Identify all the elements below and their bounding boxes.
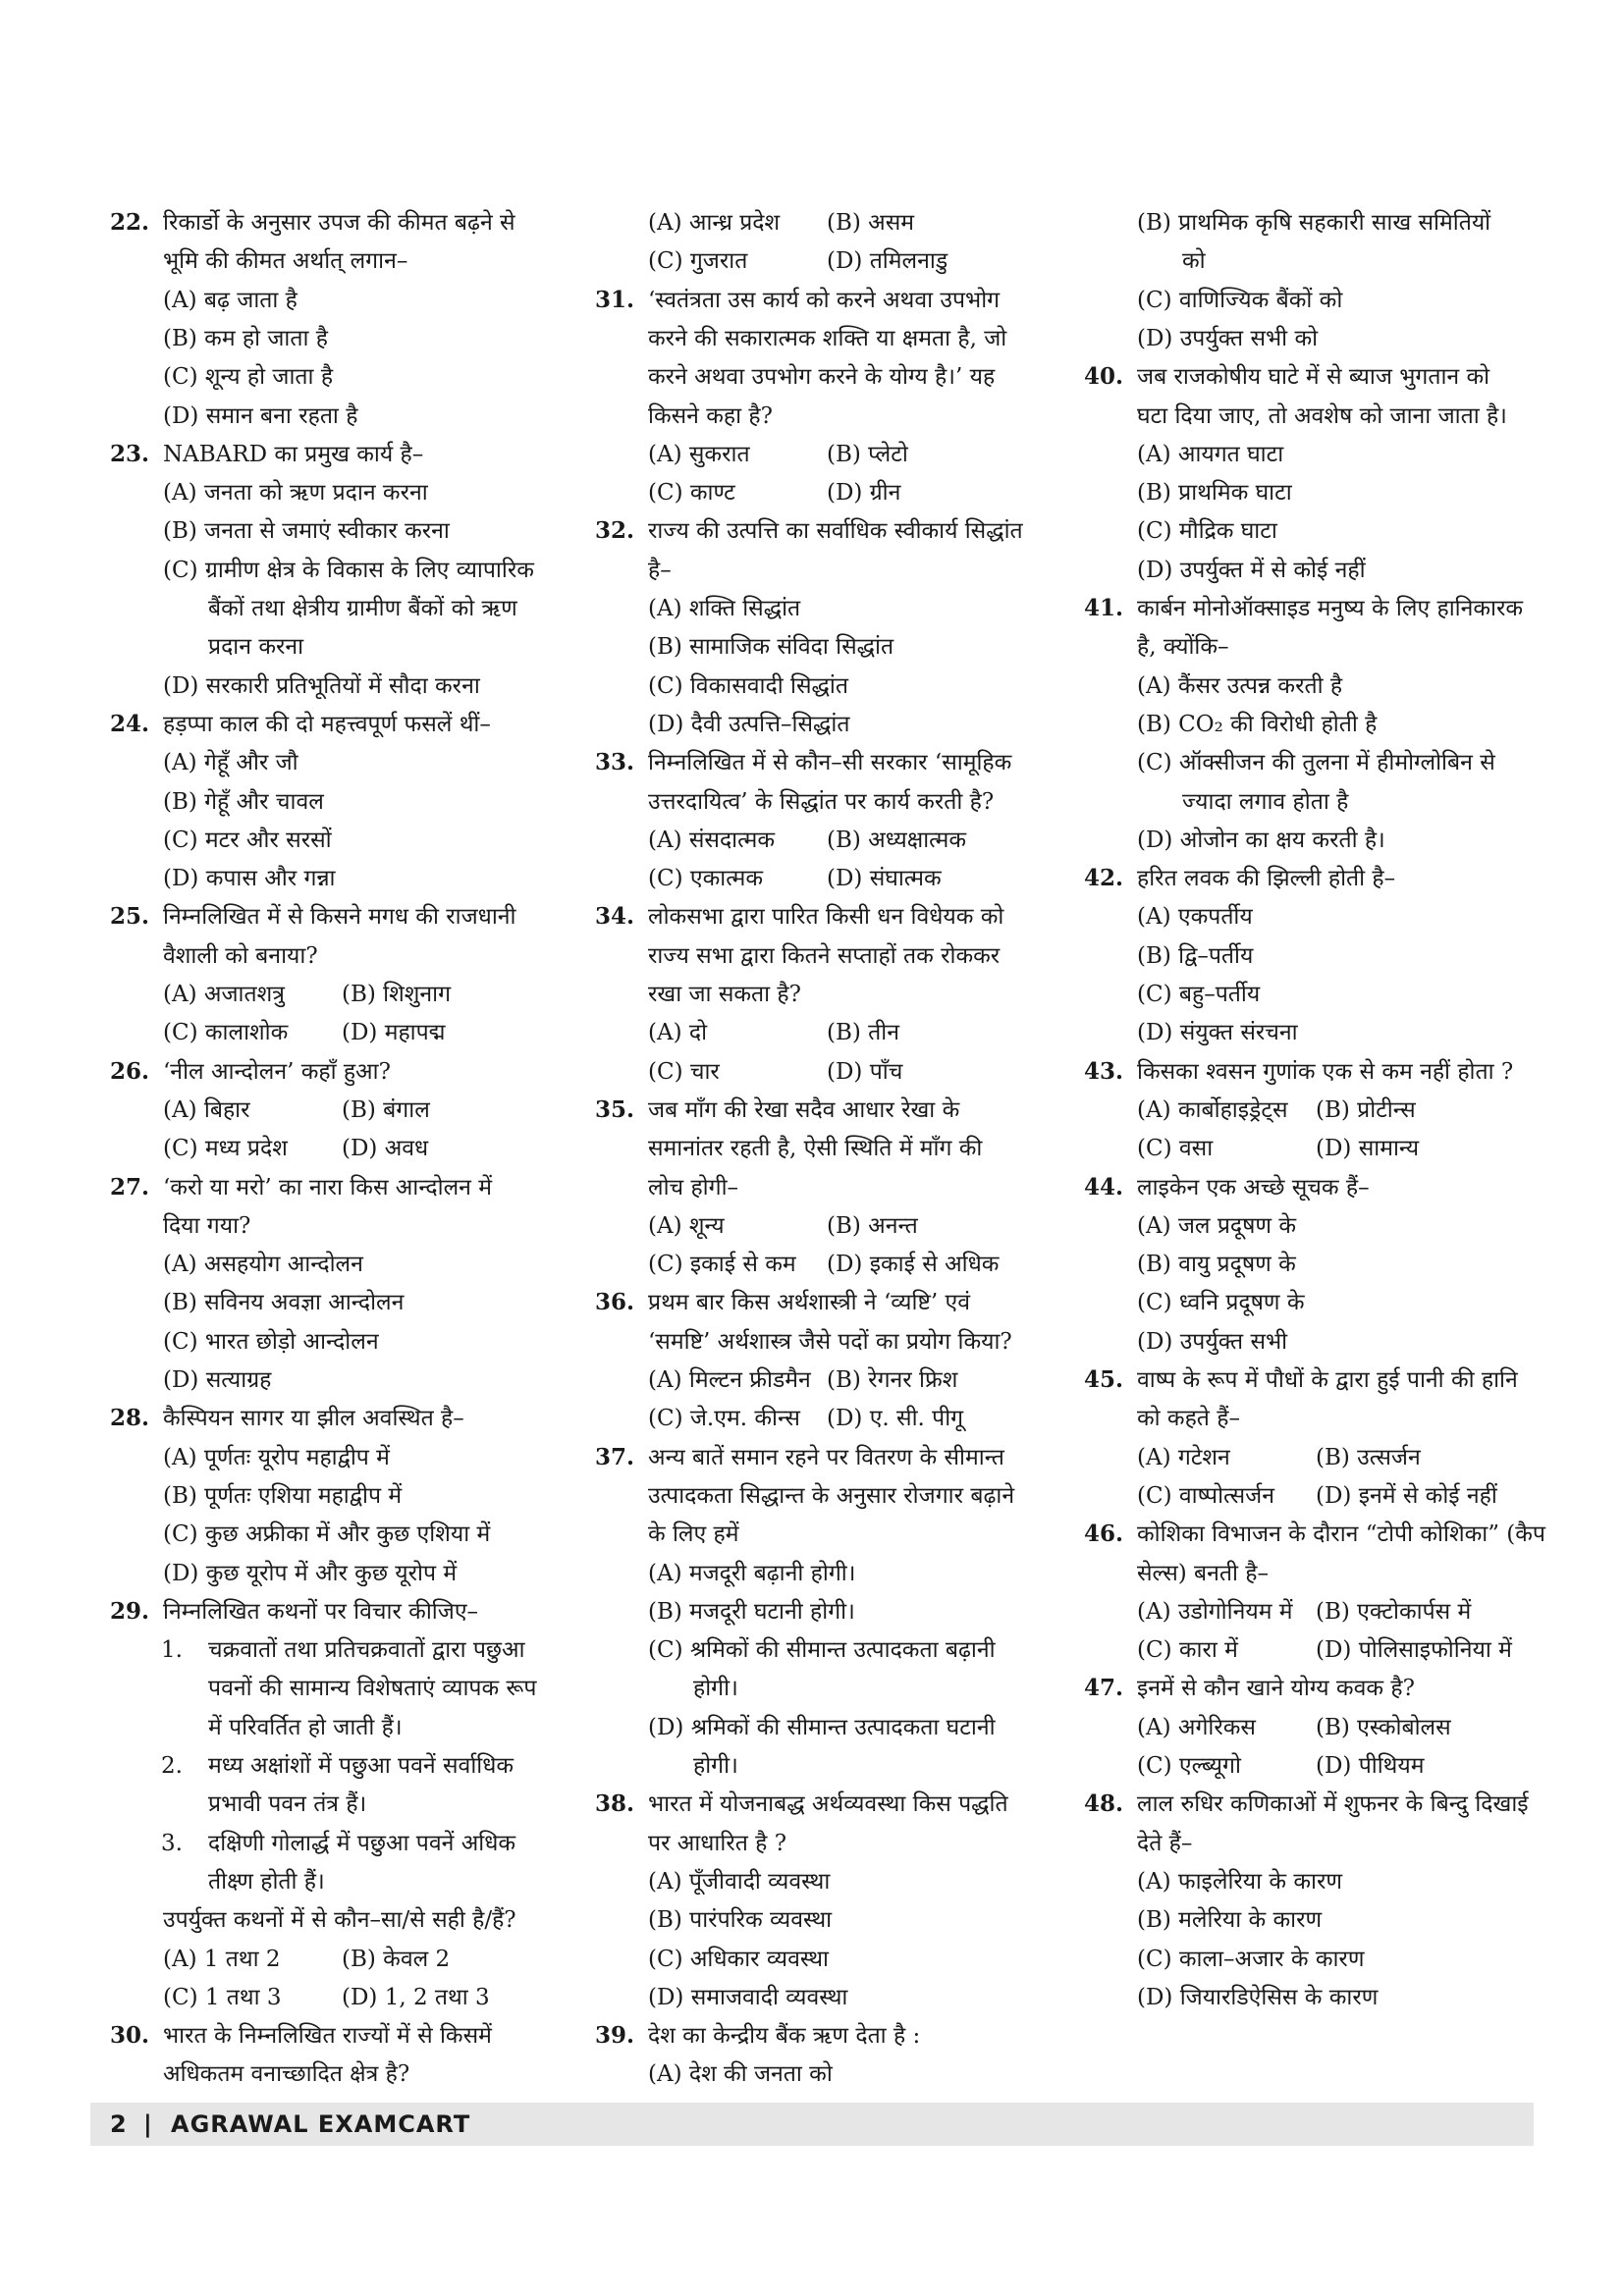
question-number: 28. <box>110 1405 150 1432</box>
option-text: (D) श्रमिकों की सीमान्त उत्पादकता घटानी <box>648 1714 996 1740</box>
option-text: (B) पूर्णतः एशिया महाद्वीप में <box>163 1482 403 1509</box>
option-text: (B) अनन्त <box>827 1212 918 1239</box>
question-text: को कहते हैं– <box>1137 1406 1240 1432</box>
question-number: 36. <box>595 1289 635 1316</box>
statement-number: 3. <box>161 1830 183 1856</box>
option-text: (C) कुछ अफ्रीका में और कुछ एशिया में <box>163 1522 491 1548</box>
option-text: (D) अवध <box>342 1136 429 1162</box>
option-text: (A) संसदात्मक <box>648 827 776 853</box>
option-text: (C) ऑक्सीजन की तुलना में हीमोग्लोबिन से <box>1137 750 1495 776</box>
question-number: 43. <box>1084 1057 1124 1085</box>
option-text: (C) मटर और सरसों <box>163 827 332 853</box>
question-number: 25. <box>110 903 150 931</box>
footer-separator: | <box>143 2110 152 2138</box>
question-text: ‘स्वतंत्रता उस कार्य को करने अथवा उपभोग <box>648 287 1001 313</box>
option-text: (C) मध्य प्रदेश <box>163 1136 288 1162</box>
option-text: (B) प्राथमिक घाटा <box>1137 480 1292 507</box>
option-text: (B) द्वि–पर्तीय <box>1137 942 1254 969</box>
option-text: (A) गटेशन <box>1137 1444 1230 1470</box>
question-text: करने अथवा उपभोग करने के योग्य है।’ यह <box>648 364 996 391</box>
question-number: 34. <box>595 903 635 931</box>
question-text: किसने कहा है? <box>648 402 773 429</box>
question-number: 29. <box>110 1597 150 1625</box>
question-text: इनमें से कौन खाने योग्य कवक है? <box>1137 1676 1415 1702</box>
option-text: (D) दैवी उत्पत्ति–सिद्धांत <box>648 711 850 737</box>
question-number: 46. <box>1084 1521 1124 1548</box>
option-text: (D) उपर्युक्त सभी को <box>1137 325 1319 351</box>
question-number: 30. <box>110 2022 150 2050</box>
question-text: कार्बन मोनोऑक्साइड मनुष्य के लिए हानिकारक <box>1137 596 1524 621</box>
option-text: (A) फाइलेरिया के कारण <box>1137 1868 1343 1895</box>
question-number: 33. <box>595 749 635 776</box>
question-text: ‘नील आन्दोलन’ कहाँ हुआ? <box>163 1058 391 1085</box>
question-text: उत्पादकता सिद्धान्त के अनुसार रोजगार बढ़ाने <box>648 1482 1015 1509</box>
option-text: (A) देश की जनता को <box>648 2061 833 2088</box>
question-text: सेल्स) बनती है– <box>1137 1560 1270 1586</box>
option-text: को <box>1182 248 1206 275</box>
option-text: (C) 1 तथा 3 <box>163 1984 282 2010</box>
question-text: लाल रुधिर कणिकाओं में शुफनर के बिन्दु दिखाई <box>1137 1791 1529 1818</box>
question-number: 45. <box>1084 1366 1124 1393</box>
option-text: ज्यादा लगाव होता है <box>1182 788 1349 815</box>
question-number: 23. <box>110 440 150 467</box>
option-text: (D) सरकारी प्रतिभूतियों में सौदा करना <box>163 672 480 699</box>
question-text: कैस्पियन सागर या झील अवस्थित है– <box>163 1406 464 1432</box>
statement-text: चक्रवातों तथा प्रतिचक्रवातों द्वारा पछुआ <box>208 1637 525 1664</box>
option-text: (C) एल्ब्यूगो <box>1137 1753 1241 1779</box>
option-text: (D) उपर्युक्त सभी <box>1137 1328 1288 1355</box>
question-text: दिया गया? <box>163 1212 251 1239</box>
option-text: (A) अजातशत्रु <box>163 982 285 1007</box>
option-text: (B) मजदूरी घटानी होगी। <box>648 1598 855 1625</box>
question-text: ‘करो या मरो’ का नारा किस आन्दोलन में <box>163 1174 493 1201</box>
question-number: 40. <box>1084 363 1124 391</box>
option-text: (D) जियारडिऐसिस के कारण <box>1137 1984 1379 2010</box>
option-text: (C) चार <box>648 1058 720 1085</box>
option-text: (C) श्रमिकों की सीमान्त उत्पादकता बढ़ानी <box>648 1637 996 1664</box>
question-text: पर आधारित है ? <box>648 1830 787 1856</box>
question-text: वाष्प के रूप में पौधों के द्वारा हुई पानी की हानि <box>1137 1367 1518 1393</box>
question-text: घटा दिया जाए, तो अवशेष को जाना जाता है। <box>1137 402 1507 429</box>
question-text: लोकसभा द्वारा पारित किसी धन विधेयक को <box>648 904 1004 931</box>
page-number: 2 <box>110 2110 127 2138</box>
option-text: (A) पूर्णतः यूरोप महाद्वीप में <box>163 1444 390 1470</box>
option-text: प्रदान करना <box>208 634 304 661</box>
question-number: 32. <box>595 517 635 545</box>
statement-number: 2. <box>161 1753 183 1779</box>
option-text: (B) शिशुनाग <box>342 982 452 1007</box>
question-text: भारत के निम्नलिखित राज्यों में से किसमें <box>163 2023 492 2050</box>
option-text: (D) ग्रीन <box>827 480 901 507</box>
option-text: (B) प्लेटो <box>827 441 908 467</box>
option-text: (C) कारा में <box>1137 1637 1238 1664</box>
question-text: निम्नलिखित में से किसने मगध की राजधानी <box>163 904 516 931</box>
question-text: लाइकेन एक अच्छे सूचक हैं– <box>1137 1174 1370 1201</box>
option-text: (D) समान बना रहता है <box>163 402 358 429</box>
question-text: लोच होगी– <box>648 1174 739 1201</box>
option-text: (A) उडोगोनियम में <box>1137 1598 1293 1625</box>
question-text: रिकार्डो के अनुसार उपज की कीमत बढ़ने से <box>163 210 515 236</box>
question-text: भूमि की कीमत अर्थात् लगान– <box>163 248 408 275</box>
option-text: (C) मौद्रिक घाटा <box>1137 518 1277 545</box>
option-text: (C) ग्रामीण क्षेत्र के विकास के लिए व्यापारिक <box>163 557 534 583</box>
option-text: (A) बिहार <box>163 1096 250 1123</box>
option-text: (D) महापद्म <box>342 1020 446 1046</box>
option-text: होगी। <box>693 1753 738 1779</box>
question-text: उपर्युक्त कथनों में से कौन–सा/से सही है/हैं? <box>163 1907 516 1934</box>
option-text: (B) पारंपरिक व्यवस्था <box>648 1907 833 1934</box>
question-number: 26. <box>110 1057 150 1085</box>
brand-logo-text: AGRAWAL EXAMCART <box>171 2110 471 2138</box>
question-text: जब राजकोषीय घाटे में से ब्याज भुगतान को <box>1137 364 1490 391</box>
question-text: रखा जा सकता है? <box>648 982 801 1007</box>
question-text: निम्नलिखित में से कौन–सी सरकार ‘सामूहिक <box>648 750 1012 776</box>
question-text: ‘समष्टि’ अर्थशास्त्र जैसे पदों का प्रयोग किया? <box>648 1328 1012 1355</box>
option-text: (A) आन्ध्र प्रदेश <box>648 210 781 236</box>
option-text: (B) रेगनर फ्रिश <box>827 1367 958 1393</box>
option-text: (A) अगेरिकस <box>1137 1714 1256 1740</box>
option-text: (A) शक्ति सिद्धांत <box>648 596 801 621</box>
option-text: (B) असम <box>827 210 915 236</box>
question-text: समानांतर रहती है, ऐसी स्थिति में माँग की <box>648 1136 983 1162</box>
statement-text: में परिवर्तित हो जाती हैं। <box>208 1714 403 1740</box>
question-text: करने की सकारात्मक शक्ति या क्षमता है, जो <box>648 325 1007 351</box>
option-text: (C) विकासवादी सिद्धांत <box>648 672 848 699</box>
question-number: 48. <box>1084 1790 1124 1818</box>
option-text: (B) गेहूँ और चावल <box>163 788 324 815</box>
option-text: बैंकों तथा क्षेत्रीय ग्रामीण बैंकों को ऋण <box>208 596 517 621</box>
option-text: (A) 1 तथा 2 <box>163 1946 281 1972</box>
option-text: (A) शून्य <box>648 1212 725 1239</box>
option-text: (A) दो <box>648 1020 708 1046</box>
option-text: (A) जल प्रदूषण के <box>1137 1212 1297 1239</box>
question-text: देते हैं– <box>1137 1830 1193 1856</box>
statement-text: तीक्ष्ण होती हैं। <box>208 1868 325 1895</box>
question-number: 37. <box>595 1443 635 1470</box>
question-number: 22. <box>110 209 150 236</box>
option-text: (C) बहु–पर्तीय <box>1137 982 1261 1007</box>
question-text: के लिए हमें <box>648 1522 739 1548</box>
option-text: (C) एकात्मक <box>648 866 764 892</box>
option-text: (B) कम हो जाता है <box>163 325 328 351</box>
option-text: (C) अधिकार व्यवस्था <box>648 1946 830 1972</box>
option-text: (C) वाष्पोत्सर्जन <box>1137 1482 1274 1509</box>
option-text: (D) पोलिसाइफोनिया में <box>1316 1637 1512 1664</box>
statement-text: मध्य अक्षांशों में पछुआ पवनें सर्वाधिक <box>208 1753 514 1779</box>
option-text: (D) सामान्य <box>1316 1136 1420 1162</box>
option-text: (A) मजदूरी बढ़ानी होगी। <box>648 1560 856 1586</box>
option-text: (D) तमिलनाडु <box>827 248 948 275</box>
question-text: प्रथम बार किस अर्थशास्त्री ने ‘व्यष्टि’ एवं <box>648 1290 971 1316</box>
option-text: (A) असहयोग आन्दोलन <box>163 1252 363 1278</box>
option-text: (B) सविनय अवज्ञा आन्दोलन <box>163 1290 405 1316</box>
option-text: (A) आयगत घाटा <box>1137 441 1284 467</box>
option-text: (A) सुकरात <box>648 441 750 467</box>
question-text: अन्य बातें समान रहने पर वितरण के सीमान्त <box>648 1444 1004 1470</box>
question-text: भारत में योजनाबद्ध अर्थव्यवस्था किस पद्धति <box>648 1791 1008 1818</box>
question-text: अधिकतम वनाच्छादित क्षेत्र है? <box>163 2061 410 2088</box>
question-number: 38. <box>595 1790 635 1818</box>
question-text: निम्नलिखित कथनों पर विचार कीजिए– <box>163 1598 479 1625</box>
question-text: उत्तरदायित्व’ के सिद्धांत पर कार्य करती है? <box>648 788 995 815</box>
option-text: (B) बंगाल <box>342 1096 430 1123</box>
question-number: 41. <box>1084 595 1124 621</box>
option-text: (A) कार्बोहाइड्रेट्स <box>1137 1096 1288 1123</box>
option-text: (C) जे.एम. कीन्स <box>648 1406 800 1432</box>
question-text: देश का केन्द्रीय बैंक ऋण देता है : <box>648 2023 921 2050</box>
question-number: 24. <box>110 710 150 737</box>
option-text: (B) मलेरिया के कारण <box>1137 1907 1323 1934</box>
option-text: (D) ओजोन का क्षय करती है। <box>1137 827 1385 853</box>
option-text: (D) संयुक्त संरचना <box>1137 1020 1298 1046</box>
option-text: (B) CO₂ की विरोधी होती है <box>1137 711 1378 737</box>
option-text: (C) शून्य हो जाता है <box>163 364 334 391</box>
question-number: 35. <box>595 1095 635 1123</box>
option-text: (A) गेहूँ और जौ <box>163 750 298 776</box>
option-text: (D) ए. सी. पीगू <box>827 1406 964 1432</box>
option-text: (B) सामाजिक संविदा सिद्धांत <box>648 634 894 661</box>
question-number: 44. <box>1084 1173 1124 1201</box>
option-text: (B) वायु प्रदूषण के <box>1137 1252 1296 1278</box>
option-text: (D) सत्याग्रह <box>163 1367 272 1393</box>
option-text: (D) कुछ यूरोप में और कुछ यूरोप में <box>163 1560 458 1586</box>
option-text: (C) वाणिज्यिक बैंकों को <box>1137 287 1343 313</box>
option-text: (B) एक्टोकार्पस में <box>1316 1598 1472 1625</box>
question-text: राज्य की उत्पत्ति का सर्वाधिक स्वीकार्य सिद्धांत <box>648 518 1023 545</box>
statement-number: 1. <box>161 1637 183 1664</box>
question-text: NABARD का प्रमुख कार्य है– <box>163 441 424 467</box>
option-text: (A) एकपर्तीय <box>1137 904 1253 931</box>
option-text: (C) काला–अजार के कारण <box>1137 1946 1365 1972</box>
option-text: (A) पूँजीवादी व्यवस्था <box>648 1868 831 1895</box>
question-text: किसका श्वसन गुणांक एक से कम नहीं होता ? <box>1137 1058 1514 1085</box>
question-number: 27. <box>110 1173 150 1201</box>
option-text: (D) इकाई से अधिक <box>827 1252 1000 1278</box>
page-footer <box>90 2103 1534 2146</box>
option-text: (A) मिल्टन फ्रीडमैन <box>648 1367 811 1393</box>
option-text: होगी। <box>693 1676 738 1702</box>
option-text: (B) केवल 2 <box>342 1946 451 1972</box>
question-text: कोशिका विभाजन के दौरान “टोपी कोशिका” (कैप <box>1137 1522 1545 1548</box>
question-text: हरित लवक की झिल्ली होती है– <box>1137 866 1396 892</box>
option-text: (B) अध्यक्षात्मक <box>827 827 967 853</box>
option-text: (C) कालाशोक <box>163 1020 289 1046</box>
question-text: राज्य सभा द्वारा कितने सप्ताहों तक रोककर <box>648 942 1001 969</box>
option-text: (B) उत्सर्जन <box>1316 1444 1421 1470</box>
statement-text: प्रभावी पवन तंत्र हैं। <box>208 1791 367 1818</box>
option-text: (C) गुजरात <box>648 248 748 275</box>
option-text: (B) प्राथमिक कृषि सहकारी साख समितियों <box>1137 210 1491 236</box>
option-text: (A) जनता को ऋण प्रदान करना <box>163 480 428 507</box>
statement-text: पवनों की सामान्य विशेषताएं व्यापक रूप <box>208 1676 537 1702</box>
question-text: जब माँग की रेखा सदैव आधार रेखा के <box>648 1096 960 1123</box>
option-text: (D) इनमें से कोई नहीं <box>1316 1482 1497 1509</box>
statement-text: दक्षिणी गोलार्द्ध में पछुआ पवनें अधिक <box>208 1830 516 1856</box>
option-text: (A) कैंसर उत्पन्न करती है <box>1137 672 1343 699</box>
question-text: हड़प्पा काल की दो महत्त्वपूर्ण फसलें थीं– <box>163 711 491 737</box>
option-text: (B) एस्कोबोलस <box>1316 1714 1451 1740</box>
option-text: (D) 1, 2 तथा 3 <box>342 1984 490 2010</box>
question-text: है– <box>648 557 672 583</box>
question-number: 42. <box>1084 865 1124 892</box>
option-text: (D) उपर्युक्त में से कोई नहीं <box>1137 557 1366 583</box>
question-text: है, क्योंकि– <box>1137 634 1229 661</box>
option-text: (D) संघात्मक <box>827 866 942 892</box>
option-text: (D) पीथियम <box>1316 1753 1425 1779</box>
option-text: (C) काण्ट <box>648 480 735 507</box>
question-text: वैशाली को बनाया? <box>163 942 318 969</box>
option-text: (C) इकाई से कम <box>648 1252 796 1278</box>
option-text: (B) तीन <box>827 1020 899 1046</box>
question-number: 47. <box>1084 1675 1124 1702</box>
option-text: (D) पाँच <box>827 1058 903 1085</box>
option-text: (C) ध्वनि प्रदूषण के <box>1137 1290 1305 1316</box>
option-text: (B) जनता से जमाएं स्वीकार करना <box>163 518 450 545</box>
question-number: 31. <box>595 286 635 313</box>
option-text: (C) भारत छोड़ो आन्दोलन <box>163 1328 379 1355</box>
option-text: (A) बढ़ जाता है <box>163 287 298 313</box>
option-text: (D) कपास और गन्ना <box>163 866 336 892</box>
option-text: (D) समाजवादी व्यवस्था <box>648 1984 848 2010</box>
question-number: 39. <box>595 2022 635 2050</box>
option-text: (B) प्रोटीन्स <box>1316 1096 1416 1123</box>
option-text: (C) वसा <box>1137 1136 1214 1162</box>
